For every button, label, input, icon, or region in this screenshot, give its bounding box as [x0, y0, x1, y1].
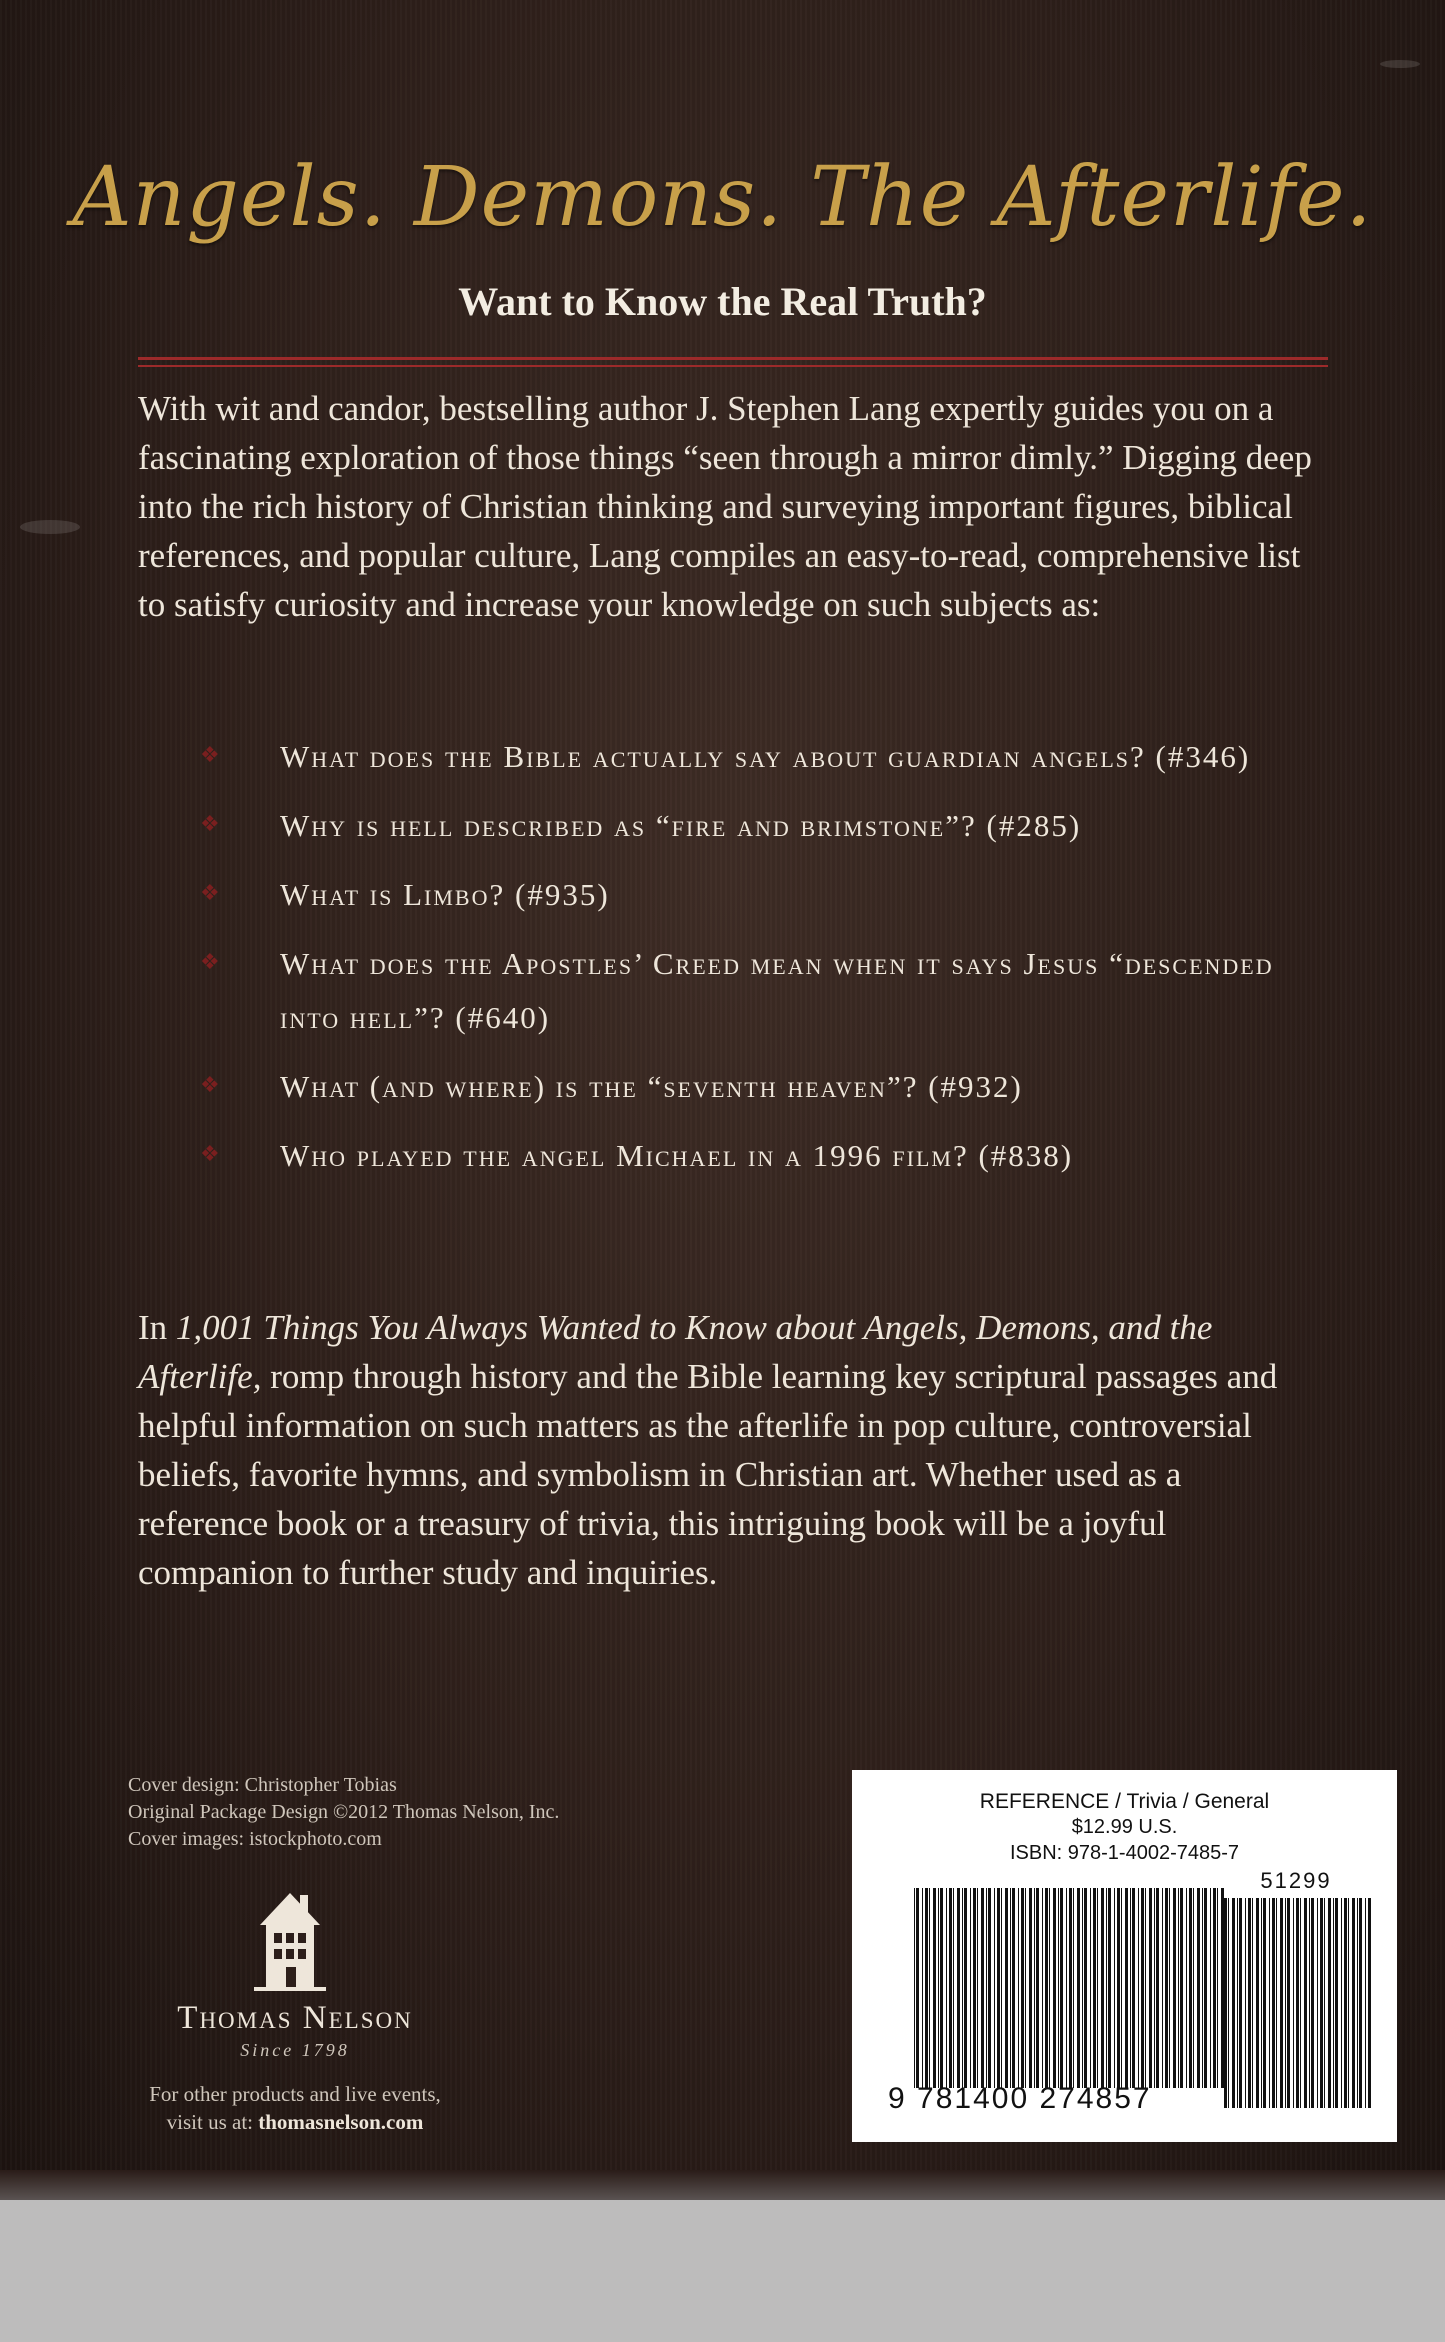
barcode-bar [957, 1888, 960, 2088]
barcode-bar [1058, 1888, 1059, 2088]
cover-bottom-edge [0, 2170, 1445, 2200]
barcode-bar [1101, 1888, 1104, 2088]
question-text: What does the Apostles’ Creed mean when it says Jesus “descended into hell”? (#640) [280, 946, 1274, 1035]
cover-wear-mark [20, 520, 80, 534]
barcode-bar [953, 1888, 954, 2088]
publisher-since: Since 1798 [240, 2040, 350, 2060]
question-item [200, 937, 1340, 1045]
barcode-bar [940, 1888, 943, 2088]
barcode-bar [1239, 1898, 1242, 2108]
barcode-addon-code: 51299 [1260, 1868, 1332, 1893]
barcode-bar [1034, 1888, 1035, 2088]
barcode-bar [1042, 1888, 1043, 2088]
barcode-bar [1001, 1888, 1002, 2088]
question-text: Who played the angel Michael in a 1996 film? (#838) [280, 1138, 1074, 1173]
script-title: Angels. Demons. The Afterlife. [72, 150, 1373, 245]
barcode-bar [1324, 1898, 1325, 2108]
barcode-bar [1130, 1888, 1131, 2088]
barcode-bar [1320, 1898, 1323, 2108]
barcode-bar [964, 1888, 967, 2088]
barcode-bar [914, 1888, 915, 2088]
barcode-bar [1256, 1898, 1259, 2108]
barcode-bar [1036, 1888, 1039, 2088]
barcode-bar [1232, 1898, 1235, 2108]
barcode-bar [1333, 1898, 1334, 2108]
barcode-bar [1348, 1898, 1349, 2108]
barcode-bar [1173, 1888, 1176, 2088]
barcode-bar [1025, 1888, 1026, 2088]
barcode-bar [1097, 1888, 1098, 2088]
barcode-bar [1210, 1888, 1211, 2088]
barcode-bar [925, 1888, 928, 2088]
barcode-bar [994, 1888, 995, 2088]
barcode-bar [977, 1888, 978, 2088]
barcode-bar [1093, 1888, 1096, 2088]
barcode-bar [1197, 1888, 1200, 2088]
barcode-bar [1145, 1888, 1146, 2088]
barcode-bar [1213, 1888, 1216, 2088]
barcode-bar [1261, 1898, 1262, 2108]
question-list [200, 730, 1340, 1198]
barcode-bar [1029, 1888, 1032, 2088]
barcode-bar [1228, 1898, 1229, 2108]
barcode-bar [1178, 1888, 1179, 2088]
barcode-bar [1311, 1898, 1314, 2108]
barcode-bar [1108, 1888, 1111, 2088]
ean-barcode [914, 1888, 1224, 2088]
tagline-heading: Want to Know the Real Truth? [458, 279, 987, 324]
barcode-bar [1341, 1898, 1342, 2108]
cover-credits [128, 1772, 688, 1853]
barcode-bar [1317, 1898, 1318, 2108]
barcode-bar [1248, 1898, 1251, 2108]
barcode-bar [1018, 1888, 1019, 2088]
barcode-bar [1245, 1898, 1246, 2108]
barcode-bar [1005, 1888, 1008, 2088]
barcode-bar [1344, 1898, 1347, 2108]
barcode-bar [1217, 1888, 1218, 2088]
publisher-web-note [100, 2080, 490, 2136]
barcode-bar [986, 1888, 987, 2088]
barcode-bar [1224, 1898, 1227, 2108]
barcode-bar [1162, 1888, 1163, 2088]
question-item [200, 1129, 1340, 1183]
barcode-bar [1359, 1898, 1362, 2108]
barcode-bar [1138, 1888, 1139, 2088]
house-logo-icon [250, 1885, 330, 1995]
question-text: What (and where) is the “seventh heaven”? (#932) [280, 1069, 1023, 1104]
diamond-ornament-icon: ❖ [200, 1072, 222, 1097]
barcode-bar [1141, 1888, 1144, 2088]
barcode-bar [1132, 1888, 1135, 2088]
barcode-bar [1269, 1898, 1270, 2108]
barcode-bar [1149, 1888, 1152, 2088]
barcode-bar [1352, 1898, 1355, 2108]
barcode-bar [946, 1888, 947, 2088]
divider-rule [138, 365, 1328, 367]
barcode-bar [1296, 1898, 1299, 2108]
question-item [200, 799, 1340, 853]
barcode-bar [970, 1888, 971, 2088]
barcode-bar [1090, 1888, 1091, 2088]
barcode-bar [1117, 1888, 1120, 2088]
barcode-bar [949, 1888, 952, 2088]
barcode-bar [1010, 1888, 1011, 2088]
question-item [200, 730, 1340, 784]
closing-text: romp through history and the Bible learning key scriptural passages and helpful information on such matters as the afterlife in pop culture, controversial beliefs, favorite hymns, and symbolism in Christian art. Whether used as a reference book or a treasury of trivia, this intriguing book will be a joyful companion to further study and inquiries. [138, 1357, 1278, 1592]
barcode-bar [1335, 1898, 1338, 2108]
barcode-bar [933, 1888, 936, 2088]
barcode-bar [1049, 1888, 1050, 2088]
barcode-bar [1193, 1888, 1194, 2088]
divider-rule [138, 357, 1328, 360]
barcode-bar [981, 1888, 984, 2088]
barcode-bar [1106, 1888, 1107, 2088]
web-line: For other products and live events, [149, 2082, 441, 2106]
barcode-bar [916, 1888, 919, 2088]
barcode-bar [1021, 1888, 1024, 2088]
barcode-bar [973, 1888, 976, 2088]
barcode-bar [1169, 1888, 1170, 2088]
barcode-price: $12.99 U.S. [1071, 1816, 1178, 1838]
question-item [200, 1060, 1340, 1114]
barcode-bar [1287, 1898, 1290, 2108]
barcode-bar [1237, 1898, 1238, 2108]
barcode-label [852, 1770, 1397, 2142]
barcode-bar [1263, 1898, 1266, 2108]
barcode-bar [1293, 1898, 1294, 2108]
barcode-bar [997, 1888, 1000, 2088]
barcode-category: REFERENCE / Trivia / General [979, 1790, 1270, 1813]
web-prefix: visit us at: [166, 2110, 259, 2134]
barcode-bar [1073, 1888, 1074, 2088]
barcode-bar [1084, 1888, 1087, 2088]
barcode-bar [1365, 1898, 1366, 2108]
barcode-bar [1060, 1888, 1063, 2088]
barcode-bar [962, 1888, 963, 2088]
question-text: What does the Bible actually say about guardian angels? (#346) [280, 739, 1251, 774]
barcode-bar [1077, 1888, 1080, 2088]
barcode-bar [1165, 1888, 1168, 2088]
barcode-bar [988, 1888, 991, 2088]
barcode-bar [1156, 1888, 1159, 2088]
barcode-bar [1304, 1898, 1307, 2108]
barcode-bar [1309, 1898, 1310, 2108]
intro-paragraph: With wit and candor, bestselling author J. Stephen Lang expertly guides you on a fascinating exploration of those things “seen through a mirror dimly.” Digging deep into the rich history of Christian thinking and surveying important figures, biblical references, and popular culture, Lang compiles an easy-to-read, comprehensive list to satisfy curiosity and increase your knowledge on such subjects as: [138, 389, 1312, 624]
barcode-bar [922, 1888, 923, 2088]
barcode-bar [1186, 1888, 1187, 2088]
barcode-isbn: ISBN: 978-1-4002-7485-7 [1009, 1842, 1240, 1864]
barcode-bar [1202, 1888, 1203, 2088]
closing-paragraph [138, 1303, 1313, 1597]
book-title-italic: 1,001 Things You Always Wanted to Know about Angels, Demons, and the Afterlife, [138, 1308, 1213, 1396]
barcode-bar [1272, 1898, 1275, 2108]
barcode-bar [929, 1888, 930, 2088]
cover-wear-mark [1380, 60, 1420, 68]
barcode-bar [1125, 1888, 1128, 2088]
credit-line: Cover design: Christopher Tobias [128, 1774, 397, 1796]
barcode-bar [1069, 1888, 1072, 2088]
barcode-bar [1180, 1888, 1183, 2088]
diamond-ornament-icon: ❖ [200, 811, 222, 836]
barcode-bar [938, 1888, 939, 2088]
barcode-bar [1204, 1888, 1207, 2088]
diamond-ornament-icon: ❖ [200, 949, 222, 974]
diamond-ornament-icon: ❖ [200, 742, 222, 767]
web-line [100, 2108, 490, 2136]
barcode-bar [1328, 1898, 1331, 2108]
question-item [200, 868, 1340, 922]
barcode-bar [1189, 1888, 1192, 2088]
barcode-bar [1357, 1898, 1358, 2108]
diamond-ornament-icon: ❖ [200, 880, 222, 905]
credit-line: Cover images: istockphoto.com [128, 1828, 382, 1850]
web-url: thomasnelson.com [258, 2110, 424, 2134]
credit-line: Original Package Design ©2012 Thomas Nelson, Inc. [128, 1801, 560, 1823]
barcode-bar [1114, 1888, 1115, 2088]
barcode-bar [1276, 1898, 1277, 2108]
barcode-bar [1053, 1888, 1056, 2088]
barcode-bar [1280, 1898, 1283, 2108]
barcode-bar [1285, 1898, 1286, 2108]
barcode-bar [1066, 1888, 1067, 2088]
barcode-bar [1045, 1888, 1048, 2088]
barcode-bar [1012, 1888, 1015, 2088]
barcode-bar [1154, 1888, 1155, 2088]
barcode-bar [1082, 1888, 1083, 2088]
barcode-digits: 9 781400 274857 [888, 2082, 1152, 2115]
addon-barcode [1224, 1898, 1372, 2108]
publisher-name: Thomas Nelson [177, 2000, 413, 2036]
barcode-bar [1368, 1898, 1371, 2108]
barcode-bar [1300, 1898, 1301, 2108]
diamond-ornament-icon: ❖ [200, 1141, 222, 1166]
question-text: Why is hell described as “fire and brimstone”? (#285) [280, 808, 1082, 843]
question-text: What is Limbo? (#935) [280, 877, 610, 912]
closing-prefix: In [138, 1308, 176, 1347]
barcode-bar [1252, 1898, 1253, 2108]
barcode-bar [1121, 1888, 1122, 2088]
